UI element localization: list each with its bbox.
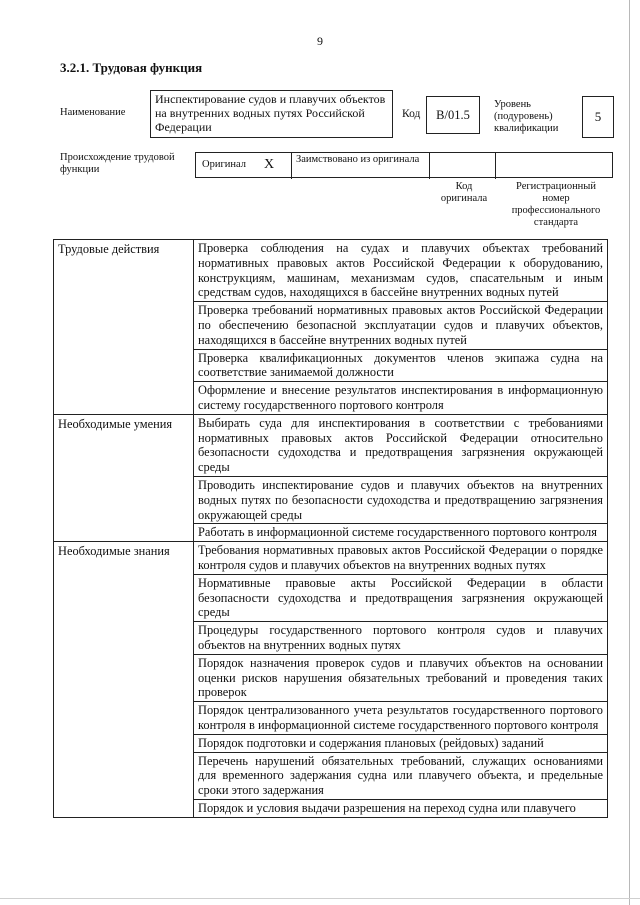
knowledge-item: Требования нормативных правовых актов Российской Федерации о порядке контроля судов и плавучих объектов на внутренних водных путях (194, 542, 608, 575)
page-number: 9 (317, 34, 323, 48)
origin-original-cell (196, 153, 292, 179)
origin-borrowed-cell (292, 153, 430, 179)
skill-item: Проводить инспектирование судов и плавучих объектов на внутренних водных путях по безопасности судоходства и предотвращению загрязнения окружающей среды (194, 476, 608, 523)
table-row (54, 240, 608, 302)
table-row (54, 414, 608, 476)
reg-number-label: Регистрационный номер профессионального стандарта (511, 181, 601, 228)
category-required-skills: Необходимые умения (54, 414, 194, 541)
level-value: 5 (594, 109, 602, 124)
scan-bottom-line (0, 898, 640, 899)
function-code-value: B/01.5 (436, 107, 470, 122)
labor-action-item: Оформление и внесение результатов инспектирования в информационную систему государственного портового контроля (194, 382, 608, 415)
name-label: Наименование (60, 107, 126, 118)
level-label: Уровень (подуровень) квалификации (494, 99, 559, 134)
knowledge-item: Нормативные правовые акты Российской Федерации в области безопасности судоходства и предотвращения загрязнения окружающей среды (194, 574, 608, 621)
knowledge-item: Порядок централизованного учета результатов государственного портового контроля в информационной системе государственного портового контроля (194, 702, 608, 735)
code-label: Код (402, 108, 421, 120)
code-original-label: Код оригинала (440, 181, 488, 204)
labor-action-item: Проверка требований нормативных правовых актов Российской Федерации по обеспечению безопасной эксплуатации судов и плавучих объектов, находящихся в бассейне внутренних водных путей (194, 302, 608, 349)
knowledge-item: Перечень нарушений обязательных требований, служащих основаниями для временного задержания судна или плавучего объекта, и предельные сроки этого задержания (194, 752, 608, 799)
labor-action-item: Проверка соблюдения на судах и плавучих объектах требований нормативных правовых актов Российской Федерации к оборудованию, конструкциям, машинам, механизмам судов, спасательным и иным средствам судов, находящихся в бассейне внутренних водных путей (194, 240, 608, 302)
category-labor-actions: Трудовые действия (54, 240, 194, 415)
skill-item: Работать в информационной системе государственного портового контроля (194, 524, 608, 542)
table-row (54, 542, 608, 575)
function-details-table (53, 239, 608, 818)
section-heading: 3.2.1. Трудовая функция (60, 60, 203, 75)
origin-reg-cell (496, 153, 614, 179)
original-label: Оригинал (202, 159, 246, 170)
labor-action-item: Проверка квалификационных документов членов экипажа судна на соответствие занимаемой должности (194, 349, 608, 382)
skill-item: Выбирать суда для инспектирования в соответствии с требованиями нормативных правовых актов Российской Федерации относительно безопасности судоходства и предотвращения загрязнения окружающей среды (194, 414, 608, 476)
knowledge-item: Порядок и условия выдачи разрешения на переход судна или плавучего (194, 799, 608, 817)
function-name-box (150, 90, 393, 138)
category-required-knowledge: Необходимые знания (54, 542, 194, 818)
function-name-value: Инспектирование судов и плавучих объектов на внутренних водных путях Российской Федерации (155, 92, 386, 134)
knowledge-item: Порядок подготовки и содержания плановых (рейдовых) заданий (194, 734, 608, 752)
borrowed-label: Заимствовано из оригинала (296, 154, 420, 165)
origin-table (195, 152, 613, 178)
origin-label: Происхождение трудовой функции (60, 152, 175, 175)
function-code-box (426, 96, 480, 134)
knowledge-item: Порядок назначения проверок судов и плавучих объектов на основании оценки рисков нарушения обязательных требований и проведения таких проверок (194, 654, 608, 701)
original-mark: X (264, 157, 275, 172)
level-box (582, 96, 614, 138)
scan-edge-line (629, 0, 630, 905)
origin-code-cell (430, 153, 496, 179)
knowledge-item: Процедуры государственного портового контроля судов и плавучих объектов на внутренних водных путях (194, 622, 608, 655)
